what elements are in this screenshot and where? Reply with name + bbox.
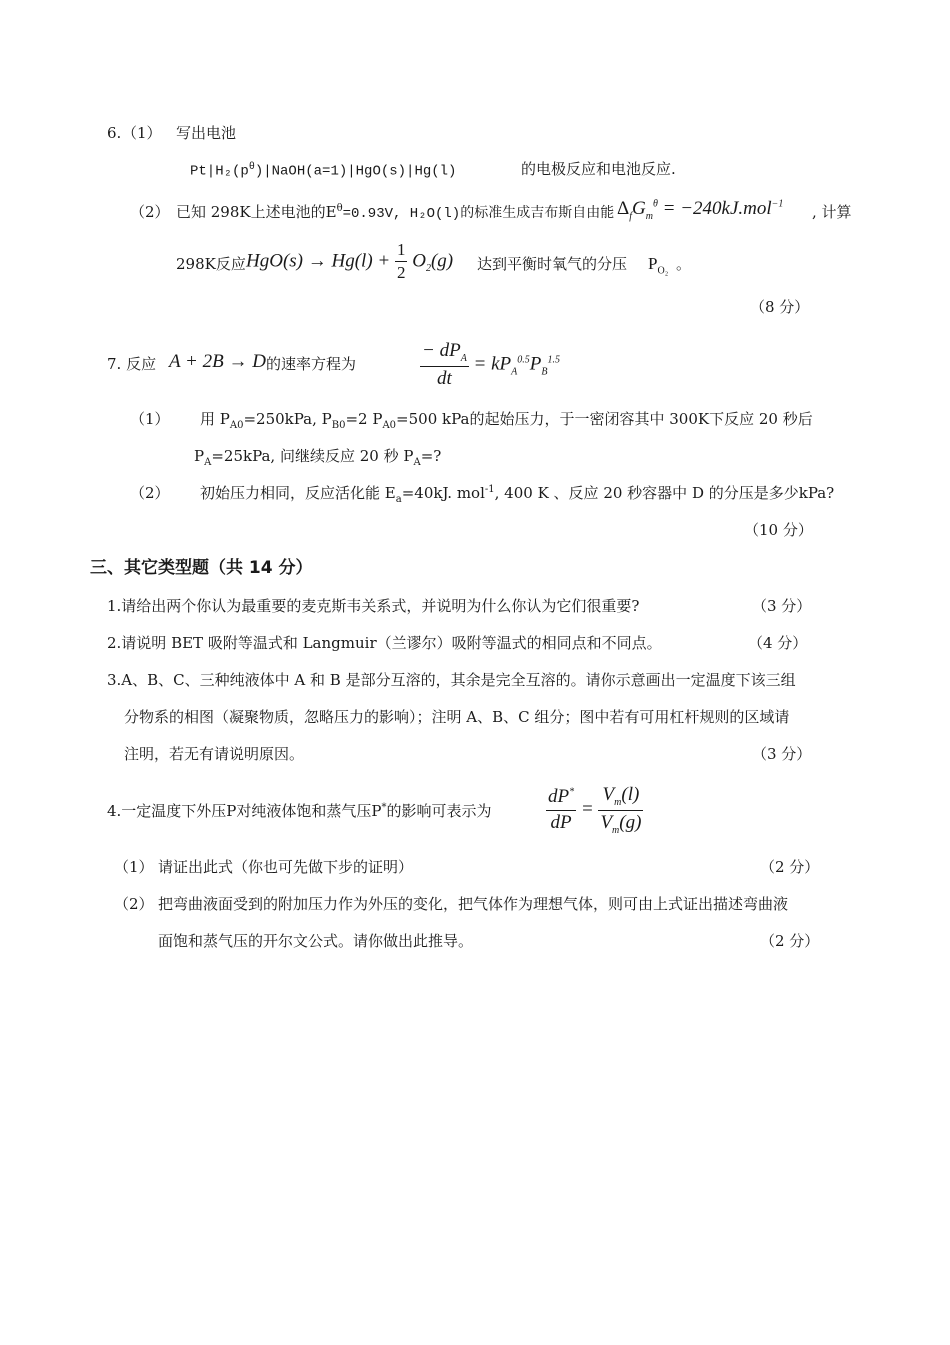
q6-oxygen-pressure: $P_{O_2}$	[648, 254, 669, 277]
section3-heading: 三、其它类型题（共 14 分）	[90, 558, 313, 578]
s3-item1: 1.请给出两个你认为最重要的麦克斯韦关系式，并说明为什么你认为它们很重要?	[107, 597, 640, 615]
q6-reaction-equation: HgO(s) → Hg(l) + $\frac{1}{2}$ $O_2(g)$	[246, 240, 454, 283]
q6-part2-marker: （2）	[130, 203, 170, 221]
q7-part1-text: 用 $P_{A0}=250kPa$, $P_{B0}=2$ $P_{A0}=500$ kPa的起始压力，于一密闭容其中 300K下反应 20 秒后	[200, 410, 813, 431]
s3-item2-points: （4 分）	[748, 634, 808, 652]
s3-item3-points: （3 分）	[752, 745, 812, 763]
q6-points: （8 分）	[750, 298, 810, 316]
q6-cell-tail: 的电极反应和电池反应.	[521, 160, 676, 178]
q7-rate-equation: $\frac{- dP_A}{dt}$ = $kP_A^{0.5}P_B^{1.5}$	[422, 340, 560, 389]
q7-part1-line2: $P_A=25kPa$, 问继续反应 20 秒 $P_A=$?	[194, 447, 442, 468]
q7-part1-marker: （1）	[130, 410, 170, 428]
q7-part2-marker: （2）	[130, 484, 170, 502]
s3-item4-part1-marker: （1）	[114, 858, 154, 876]
q6-cell-notation: $Pt|H_2(p^\theta)|NaOH(a=1)|HgO(s)|Hg(l)$	[190, 162, 457, 180]
q6-reaction-tail: 达到平衡时氧气的分压	[477, 255, 628, 273]
s3-item4-part2-line1: 把弯曲液面受到的附加压力作为外压的变化，把气体作为理想气体，则可由上式证出描述弯曲液	[158, 895, 789, 913]
s3-item4-part1-points: （2 分）	[760, 858, 820, 876]
q6-reaction-end: 。	[676, 255, 692, 273]
q6-part2-text: 已知 298K上述电池的$E^\theta=0.93V$, H₂O(l)的标准生成吉布斯自由能	[176, 203, 615, 222]
s3-item4-part1-text: 请证出此式（你也可先做下步的证明）	[158, 858, 414, 876]
q7-label-tail: 的速率方程为	[266, 355, 357, 373]
s3-item1-points: （3 分）	[752, 597, 812, 615]
q7-reaction: A + 2B → D	[169, 351, 266, 372]
q6-part2-tail: , 计算	[812, 203, 852, 221]
s3-item4-part2-points: （2 分）	[760, 932, 820, 950]
s3-item3-line3: 注明，若无有请说明原因。	[124, 745, 305, 763]
s3-item2: 2.请说明 BET 吸附等温式和 Langmuir（兰谬尔）吸附等温式的相同点和不同点。	[107, 634, 662, 652]
q6-part1-text: 写出电池	[176, 124, 237, 142]
q6-number: 6.	[107, 124, 122, 142]
q7-label: 7. 反应	[107, 355, 157, 373]
s3-item3-line2: 分物系的相图（凝聚物质，忽略压力的影响）；注明 A、B、C 组分；图中若有可用杠杆规则的区域请	[124, 708, 790, 726]
s3-item4-formula: $\frac{dP^*}{dP}$ = $\frac{V_m(l)}{V_m(g)}$	[548, 784, 642, 836]
q7-points: （10 分）	[744, 521, 813, 539]
q6-part1-marker: （1）	[122, 124, 162, 142]
s3-item4: 4.一定温度下外压P对纯液体饱和蒸气压P*的影响可表示为	[107, 802, 492, 820]
q6-gibbs-formula: $\Delta_fG_m^\theta = -240kJ.mol^{-1}$	[617, 198, 784, 222]
q6-reaction-prefix: 298K反应	[176, 255, 246, 273]
s3-item3-line1: 3.A、B、C、三种纯液体中 A 和 B 是部分互溶的，其余是完全互溶的。请你示意画出一定温度下该三组	[107, 671, 796, 689]
s3-item4-part2-line2: 面饱和蒸气压的开尔文公式。请你做出此推导。	[158, 932, 474, 950]
q7-part2-text: 初始压力相同，反应活化能 $E_a=40kJ$. mol$^{-1}$, 400 K 、反应 20 秒容器中 D 的分压是多少kPa?	[200, 484, 835, 505]
s3-item4-part2-marker: （2）	[114, 895, 154, 913]
